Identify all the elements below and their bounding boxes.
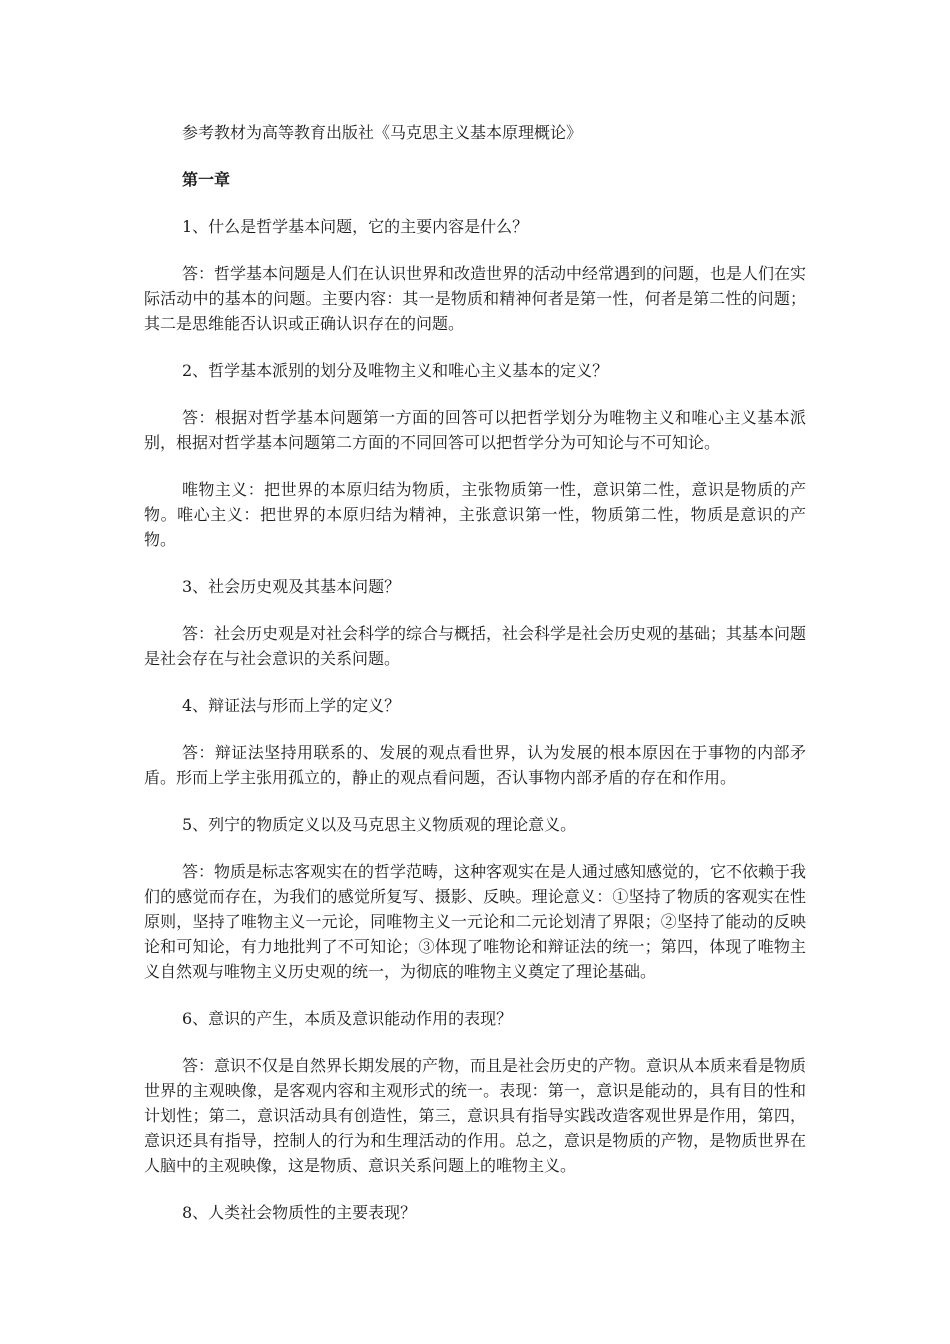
answer-6: 答：意识不仅是自然界长期发展的产物，而且是社会历史的产物。意识从本质来看是物质世界的主观映像，是客观内容和主观形式的统一。表现：第一，意识是能动的，具有目的性和计划性；第二，意识活动具有创造性，第三，意识具有指导实践改造客观世界是作用，第四，意识还具有指导，控制人的行为和生理活动的作用。总之，意识是物质的产物，是物质世界在人脑中的主观映像，这是物质、意识关系问题上的唯物主义。 xyxy=(144,1056,807,1175)
question-8: 8、人类社会物质性的主要表现？ xyxy=(182,1203,417,1222)
question-1: 1、什么是哲学基本问题，它的主要内容是什么？ xyxy=(182,217,529,236)
answer-3: 答：社会历史观是对社会科学的综合与概括，社会科学是社会历史观的基础；其基本问题是社会存在与社会意识的关系问题。 xyxy=(144,624,807,668)
question-4: 4、辩证法与形而上学的定义？ xyxy=(182,696,401,715)
chapter-heading: 第一章 xyxy=(182,170,231,189)
question-2: 2、哲学基本派别的划分及唯物主义和唯心主义基本的定义？ xyxy=(182,361,609,380)
answer-4: 答：辩证法坚持用联系的、发展的观点看世界，认为发展的根本原因在于事物的内部矛盾。形而上学主张用孤立的，静止的观点看问题，否认事物内部矛盾的存在和作用。 xyxy=(144,743,806,787)
question-6: 6、意识的产生，本质及意识能动作用的表现？ xyxy=(182,1009,513,1028)
answer-1: 答：哲学基本问题是人们在认识世界和改造世界的活动中经常遇到的问题，也是人们在实际活动中的基本的问题。主要内容：其一是物质和精神何者是第一性，何者是第二性的问题；其二是思维能否认识或正确认识存在的问题。 xyxy=(144,264,807,333)
reference-line: 参考教材为高等教育出版社《马克思主义基本原理概论》 xyxy=(182,123,583,142)
answer-5: 答：物质是标志客观实在的哲学范畴，这种客观实在是人通过感知感觉的，它不依赖于我们的感觉而存在，为我们的感觉所复写、摄影、反映。理论意义：①坚持了物质的客观实在性原则，坚持了唯物主义一元论，同唯物主义一元论和二元论划清了界限；②坚持了能动的反映论和可知论，有力地批判了不可知论；③体现了唯物论和辩证法的统一；第四，体现了唯物主义自然观与唯物主义历史观的统一，为彻底的唯物主义奠定了理论基础。 xyxy=(144,862,807,981)
answer-2a: 答：根据对哲学基本问题第一方面的回答可以把哲学划分为唯物主义和唯心主义基本派别，根据对哲学基本问题第二方面的不同回答可以把哲学分为可知论与不可知论。 xyxy=(144,408,806,452)
question-3: 3、社会历史观及其基本问题？ xyxy=(182,577,401,596)
question-5: 5、列宁的物质定义以及马克思主义物质观的理论意义。 xyxy=(182,815,577,834)
answer-2b: 唯物主义：把世界的本原归结为物质，主张物质第一性，意识第二性，意识是物质的产物。唯心主义：把世界的本原归结为精神，主张意识第一性，物质第二性，物质是意识的产物。 xyxy=(144,480,806,549)
document-page xyxy=(144,120,806,1247)
